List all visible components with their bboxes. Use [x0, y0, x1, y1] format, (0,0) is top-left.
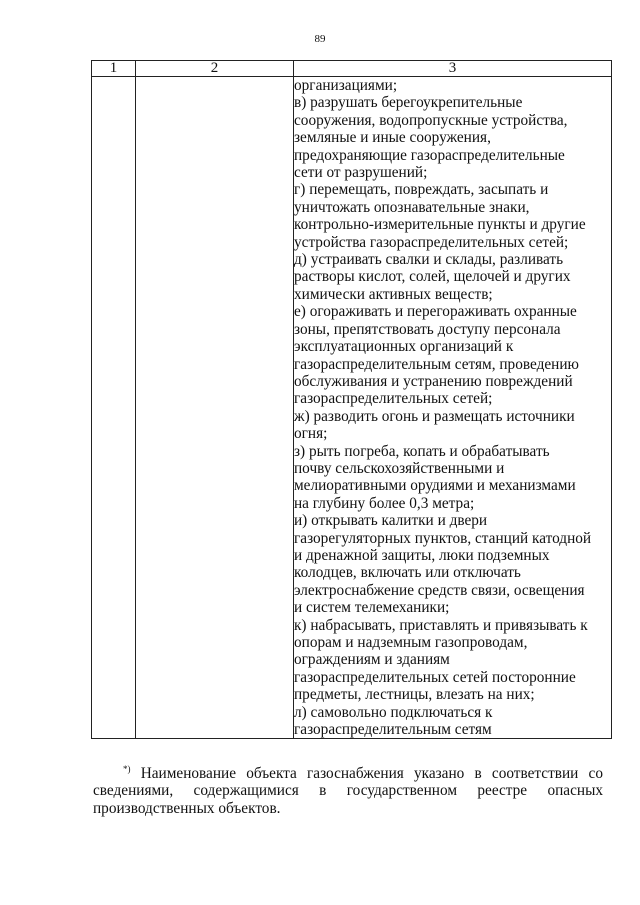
text-line: контрольно-измерительные пункты и другие	[294, 216, 586, 234]
text-line: мелиоративными орудиями и механизмами	[294, 477, 576, 495]
text-line: предохраняющие газораспределительные	[294, 146, 565, 164]
text-line: и систем телемеханики;	[294, 599, 450, 617]
text-line: и дренажной защиты, люки подземных	[294, 546, 550, 564]
cell-col-2	[136, 77, 294, 739]
text-line: л) самовольно подключаться к	[294, 703, 493, 721]
footnote	[93, 761, 603, 817]
text-line: е) огораживать и перегораживать охранные	[294, 303, 577, 321]
text-line: растворы кислот, солей, щелочей и других	[294, 268, 571, 286]
column-header-1: 1	[92, 61, 136, 77]
text-line: газораспределительных сетей посторонние	[294, 668, 576, 686]
footnote-line-1	[93, 761, 603, 782]
footnote-marker: *)	[123, 764, 131, 774]
cell-col-1	[92, 77, 136, 739]
column-header-2: 2	[136, 61, 294, 77]
text-line: электроснабжение средств связи, освещения	[294, 581, 585, 599]
text-line: сети от разрушений;	[294, 164, 428, 182]
text-line: предметы, лестницы, влезать на них;	[294, 686, 535, 704]
text-line: д) устраивать свалки и склады, разливать	[294, 251, 564, 269]
text-line: ж) разводить огонь и размещать источники	[294, 407, 575, 425]
text-line: уничтожать опознавательные знаки,	[294, 198, 530, 216]
text-line: ограждениям и зданиям	[294, 651, 450, 669]
text-line: зоны, препятствовать доступу персонала	[294, 320, 561, 338]
text-line: и) открывать калитки и двери	[294, 512, 488, 530]
text-line: к) набрасывать, приставлять и привязывать к	[294, 616, 588, 634]
text-line: обслуживания и устранению повреждений	[294, 372, 573, 390]
text-line: эксплуатационных организаций к	[294, 338, 514, 356]
text-line: колодцев, включать или отключать	[294, 564, 521, 582]
text-line: газорегуляторных пунктов, станций катодной	[294, 529, 592, 547]
text-line: г) перемещать, повреждать, засыпать и	[294, 181, 549, 199]
footnote-line-2: сведениями, содержащимися в государственном реестре опасных	[93, 782, 603, 800]
text-line: огня;	[294, 425, 328, 443]
text-line: сооружения, водопропускные устройства,	[294, 111, 568, 129]
text-line: в) разрушать берегоукрепительные	[294, 94, 523, 112]
text-line: организациями;	[294, 77, 398, 94]
column-header-3: 3	[294, 61, 612, 77]
footnote-line-3: производственных объектов.	[93, 799, 281, 817]
text-line: химически активных веществ;	[294, 285, 493, 303]
text-line: газораспределительным сетям, проведению	[294, 355, 579, 373]
footnote-text-1: Наименование объекта газоснабжения указано в соответствии со	[140, 765, 603, 782]
document-table	[91, 60, 612, 739]
text-line: газораспределительных сетей;	[294, 390, 493, 408]
table-row	[92, 77, 612, 739]
text-line: на глубину более 0,3 метра;	[294, 494, 475, 512]
cell-col-3	[294, 77, 612, 739]
text-line: опорам и надземным газопроводам,	[294, 634, 528, 651]
text-line: устройства газораспределительных сетей;	[294, 233, 569, 251]
table-header-row	[92, 61, 612, 77]
page-number: 89	[314, 33, 326, 45]
text-line: з) рыть погреба, копать и обрабатывать	[294, 442, 550, 460]
text-line: земляные и иные сооружения,	[294, 129, 491, 147]
text-line: почву сельскохозяйственными и	[294, 459, 505, 477]
text-line: газораспределительным сетям	[294, 721, 492, 739]
